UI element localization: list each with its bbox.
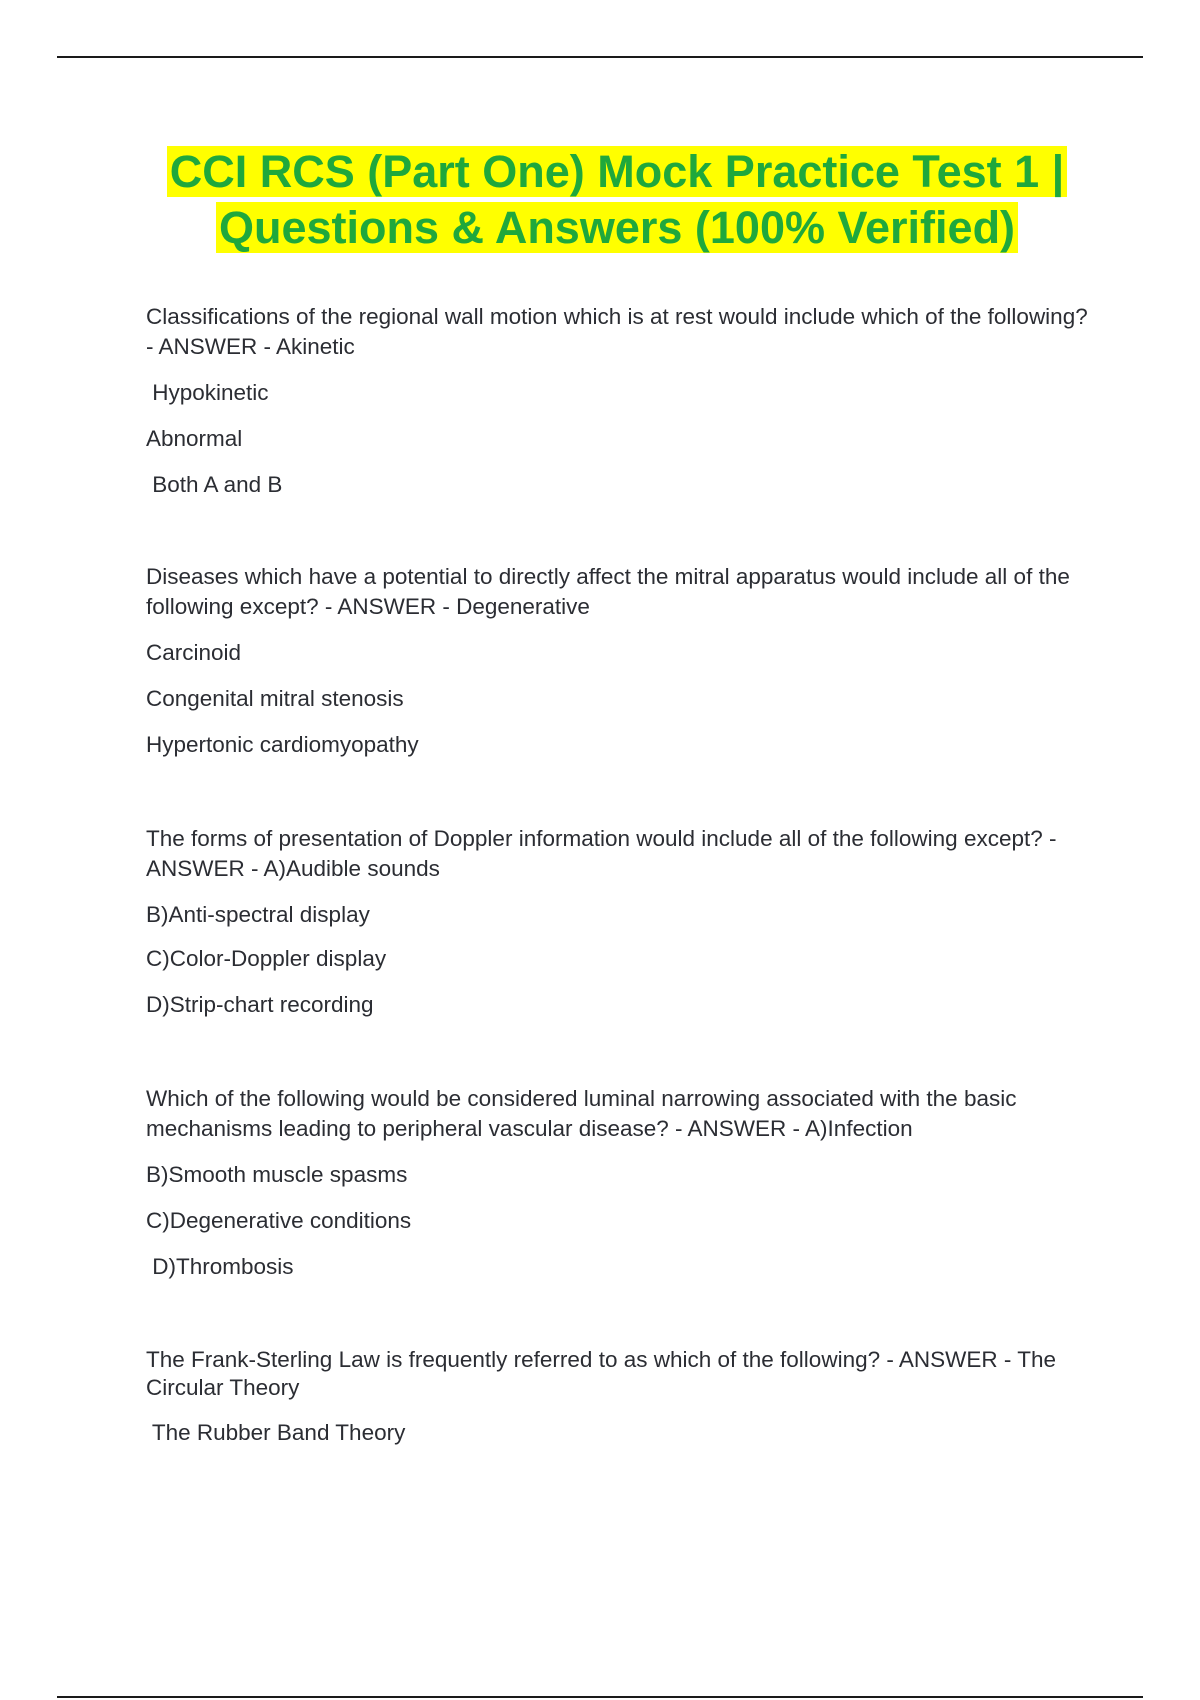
- page-title: [146, 144, 1088, 256]
- answer-option: Abnormal: [146, 426, 243, 451]
- top-rule: [57, 56, 1143, 58]
- bottom-rule: [57, 1696, 1143, 1698]
- answer-option: Congenital mitral stenosis: [146, 686, 404, 711]
- answer-option: D)Thrombosis: [146, 1254, 294, 1279]
- answer-option: Hypertonic cardiomyopathy: [146, 732, 419, 757]
- question-text: The Frank-Sterling Law is frequently referred to as which of the following? - ANSWER - The Circular Theory: [146, 1347, 1056, 1400]
- qa-block-2: [146, 562, 1096, 760]
- qa-block-1: [146, 302, 1096, 500]
- title-highlight: CCI RCS (Part One) Mock Practice Test 1 | Questions & Answers (100% Verified): [167, 146, 1068, 253]
- answer-option: B)Smooth muscle spasms: [146, 1162, 408, 1187]
- question-text: The forms of presentation of Doppler information would include all of the following except? - ANSWER - A)Audible sounds: [146, 826, 1057, 881]
- answer-option: The Rubber Band Theory: [146, 1420, 406, 1445]
- answer-option: Both A and B: [146, 472, 283, 497]
- qa-block-5: [146, 1346, 1096, 1448]
- question-text: Diseases which have a potential to directly affect the mitral apparatus would include all of the following except? - ANSWER - Degenerative: [146, 564, 1070, 619]
- answer-option: Hypokinetic: [146, 380, 269, 405]
- answer-option: D)Strip-chart recording: [146, 992, 374, 1017]
- qa-block-4: [146, 1084, 1096, 1282]
- answer-option: B)Anti-spectral display: [146, 902, 370, 927]
- answer-option: C)Degenerative conditions: [146, 1208, 412, 1233]
- answer-option: Carcinoid: [146, 640, 242, 665]
- qa-block-3: [146, 824, 1096, 1020]
- question-text: Classifications of the regional wall motion which is at rest would include which of the following? - ANSWER - Akinetic: [146, 304, 1088, 359]
- answer-option: C)Color-Doppler display: [146, 946, 387, 971]
- question-text: Which of the following would be considered luminal narrowing associated with the basic mechanisms leading to peripheral vascular disease? - ANSWER - A)Infection: [146, 1086, 1017, 1141]
